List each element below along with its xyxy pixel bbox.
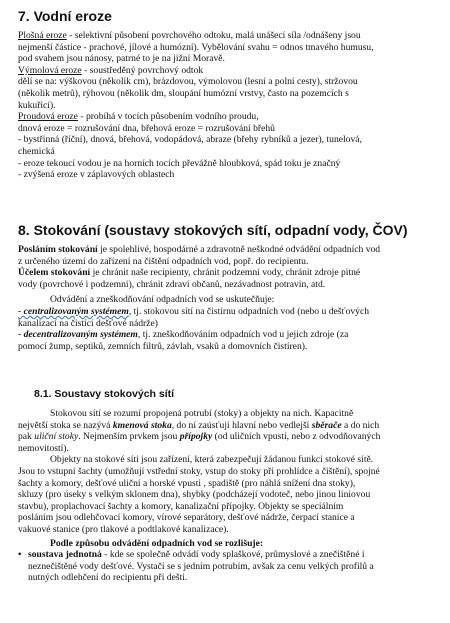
text-span: - soustředěný povrchový odtok [81,64,204,76]
section-8-1-heading: 8.1. Soustavy stokových sítí [34,388,175,400]
section-8-heading: 8. Stokování (soustavy stokových sítí, odpadní vody, ČOV) [18,222,408,238]
bold-term: Účelem stokování [18,267,91,279]
term-decentralizovany: - decentralizovaným systémem [18,329,138,341]
paragraph-line: pod svahem jsou nánosy, patrné to je na jižní Moravě. [18,53,225,65]
text-span: , tj. zneškodňováním odpadních vod u jejich zdroje (za [137,329,349,341]
paragraph-line [18,267,442,279]
text-span: , do ní zaúsťují hlavní nebo vedlejší [171,419,312,431]
paragraph-line: nutných odlehčení do recipientu při dešti. [28,572,188,584]
paragraph-line: posláním jsou odlehčovací komory, vírové separátory, dešťové nádrže, čerpací stanice a [18,512,355,524]
text-span: a do nich [341,419,380,431]
paragraph-line: - bystřinná (říční), dnová, břehová, vodopádová, abraze (břehy rybníků a jezer), tunelová, [18,134,362,146]
term-soustava-jednotna: soustava jednotná [28,549,102,561]
paragraph-line [18,431,442,443]
text-span: největší stoka se nazývá [18,419,113,431]
paragraph-line [18,420,442,432]
text-span: - probíhá v tocích působením vodního proudu, [77,111,259,123]
paragraph-line: Odvádění a zneškodňování odpadních vod se uskutečňuje: [50,294,275,306]
paragraph-line: Objekty na stokové síti jsou zařízení, která zabezpečují žádanou funkci stokové sítě. [50,454,374,466]
term-vymolova-eroze: Výmolová eroze [18,64,82,76]
text-span: , tj. stokovou sítí na čistírnu odpadních vod (nebo u dešťových [128,305,370,317]
paragraph-line: skluzy (pro úseky s velkým sklonem dna), shybky (podcházejí vodoteč, nebo jinou liniovou [18,489,371,501]
list-item [18,549,442,561]
paragraph-line [18,111,442,123]
paragraph-line: šachty a komory, dešťové uliční a horské vpusti , spadiště (pro náhlá snížení dna stoky), [18,477,356,489]
bullet-icon: • [18,549,22,561]
paragraph-line: Stokovou sítí se rozumí propojená potrubí (stoky) a objekty na nich. Kapacitně [50,408,354,419]
section-7-heading: 7. Vodní eroze [18,8,112,24]
paragraph-line: chemická [18,145,55,157]
text-span: . Nejmenším prvkem jsou [78,431,180,443]
paragraph-line [18,244,442,256]
paragraph-line [18,329,442,341]
text-span: je spolehlivé, hospodárné a zdravotně neškodné odvádění odpadních vod [97,244,381,255]
paragraph-line: vody (povrchové i podzemní), chránit zdraví občanů, nezávadnost potravin, atd. [18,278,326,290]
paragraph-line: (několik metrů), rýhovou (několik dm, sloupání humózní vrstvy, často na pozemcích s [18,87,349,99]
term-sberace: sběrače [311,419,342,431]
paragraph-line: dnová eroze = rozrušování dna, břehová eroze = rozrušování břehů [18,122,275,134]
term-kmenova-stoka: kmenová stoka [112,419,172,431]
paragraph-line: stavbu), proplachovací šachty a komory, kanalizační přípojky. Objekty se speciálním [18,500,344,512]
paragraph-line: vakuové stanice (pro tlakové a podtlakové kanalizace). [18,523,229,535]
section-8-body [18,244,442,352]
paragraph-line [18,30,442,42]
list-intro: Podle způsobu odvádění odpadních vod se rozlišuje: [50,537,264,549]
paragraph-line: kukuřicí). [18,99,56,111]
paragraph-line: Jsou to vstupní šachty (umožňují vstřední stoky, vstup do stoky při prohlídce a čištění), spojné [18,465,380,477]
section-8-1-body [18,408,442,584]
bold-term: Posláním stokování [18,244,98,255]
paragraph-line: kanalizací na čistící dešťové nádrže) [18,317,158,329]
paragraph-line [18,65,442,77]
paragraph-line: - eroze tekoucí vodou je na horních tocích převážně hloubková, spád toku je značný [18,157,341,169]
paragraph-line: - zvýšená eroze v záplavových oblastech [18,169,175,181]
text-span: - selektivní působení povrchového odtoku, malá unášecí síla /odnášeny jsou [66,30,361,41]
term-centralizovany: - centralizovaným systémem [18,305,129,317]
text-span: pak [18,431,35,443]
paragraph-line: neznečištěné vody dešťové. Vystačí se s jedním potrubím, avšak za cenu velkých profilů a [28,560,374,572]
paragraph-line: nemovitostí). [18,442,69,454]
paragraph-line: dělí se na: výškovou (několik cm), brázdovou, výmolovou (lesní a polní cesty), stržovou [18,76,358,88]
term-ulicni-stoky: uliční stoky [34,431,79,443]
text-span: - kde se společně odvádí vody splaškové, průmyslové a znečištěné i [101,549,365,561]
text-span: (od uličních vpustí, nebo z odvodňovaných [212,431,381,443]
text-span: je chránit naše recipienty, chránit podzemní vody, chránit zdroje pitné [90,267,361,279]
term-plosna-eroze: Plošná eroze [18,30,67,41]
term-proudova-eroze: Proudová eroze [18,111,78,123]
paragraph-line: pomocí žump, septiků, zemních filtrů, závlah, vsaků a domovních čistíren). [18,340,308,352]
paragraph-line: nejmenší částice - prachové, jílové a humózní). Vybělování svahu = odnos tmavého humusu, [18,41,374,53]
paragraph-line: z určeného území do zařízení na čištění odpadních vod, popř. do recipientu. [18,255,309,267]
term-pripojky: přípojky [179,431,213,443]
section-7-body [18,30,442,181]
paragraph-line [18,306,442,318]
